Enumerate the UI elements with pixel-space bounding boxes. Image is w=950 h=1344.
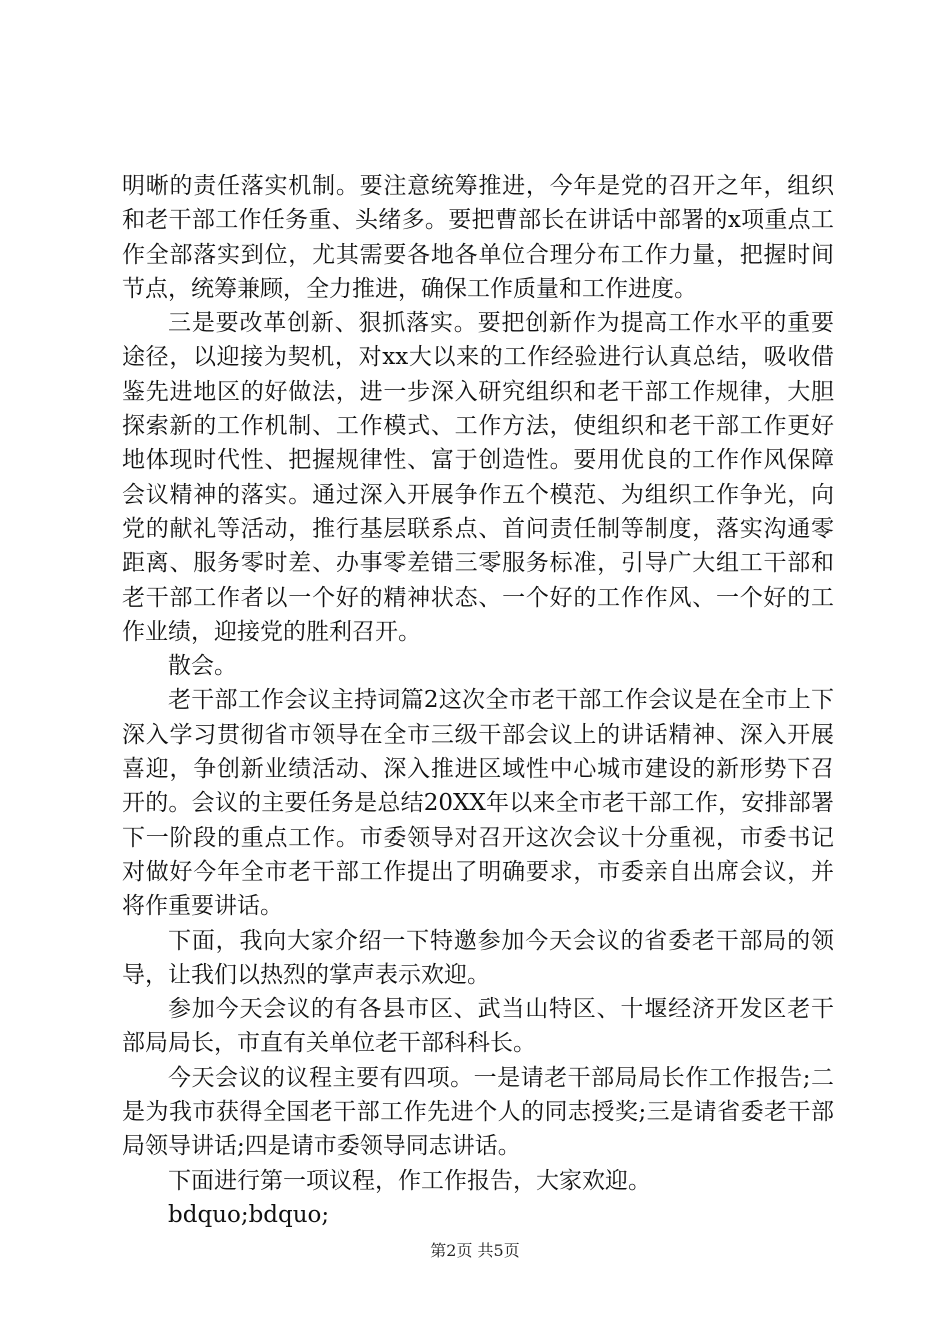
paragraph-hosting-speech-2: 老干部工作会议主持词篇2这次全市老干部工作会议是在全市上下深入学习贯彻省市领导在全市三级干部会议上的讲话精神、深入开展喜迎，争创新业绩活动、深入推进区域性中心城市建设的新形势下召开的。会议的主要任务是总结20XX年以来全市老干部工作，安排部署下一阶段的重点工作。市委领导对召开这次会议十分重视，市委书记对做好今年全市老干部工作提出了明确要求，市委亲自出席会议，并将作重要讲话。 <box>122 687 834 920</box>
paragraph-agenda: 今天会议的议程主要有四项。一是请老干部局局长作工作报告;二是为我市获得全国老干部工作先进个人的同志授奖;三是请省委老干部局领导讲话;四是请市委领导同志讲话。 <box>122 1064 834 1160</box>
paragraph-attendees: 参加今天会议的有各县市区、武当山特区、十堰经济开发区老干部局局长，市直有关单位老干部科科长。 <box>122 996 834 1057</box>
paragraph-ellipsis: bdquo;bdquo; <box>168 1201 330 1228</box>
paragraph-adjourn: 散会。 <box>168 653 237 680</box>
page-footer <box>0 1238 950 1261</box>
paragraph-continuation: 明晰的责任落实机制。要注意统筹推进，今年是党的召开之年，组织和老干部工作任务重、头绪多。要把曹部长在讲话中部署的x项重点工作全部落实到位，尤其需要各地各单位合理分布工作力量，把握时间节点，统筹兼顾，全力推进，确保工作质量和工作进度。 <box>122 173 834 302</box>
document-body <box>122 169 834 1232</box>
paragraph-reform-innovation: 三是要改革创新、狠抓落实。要把创新作为提高工作水平的重要途径，以迎接为契机，对xx大以来的工作经验进行认真总结，吸收借鉴先进地区的好做法，进一步深入研究组织和老干部工作规律，大胆探索新的工作机制、工作模式、工作方法，使组织和老干部工作更好地体现时代性、把握规律性、富于创造性。要用优良的工作作风保障会议精神的落实。通过深入开展争作五个模范、为组织工作争光，向党的献礼等活动，推行基层联系点、首问责任制等制度，落实沟通零距离、服务零时差、办事零差错三零服务标准，引导广大组工干部和老干部工作者以一个好的精神状态、一个好的工作作风、一个好的工作业绩，迎接党的胜利召开。 <box>122 310 834 645</box>
paragraph-first-item: 下面进行第一项议程，作工作报告，大家欢迎。 <box>168 1167 651 1194</box>
paragraph-introduce-guests: 下面，我向大家介绍一下特邀参加今天会议的省委老干部局的领导，让我们以热烈的掌声表示欢迎。 <box>122 927 834 988</box>
page-number: 第2页 共5页 <box>430 1241 520 1260</box>
